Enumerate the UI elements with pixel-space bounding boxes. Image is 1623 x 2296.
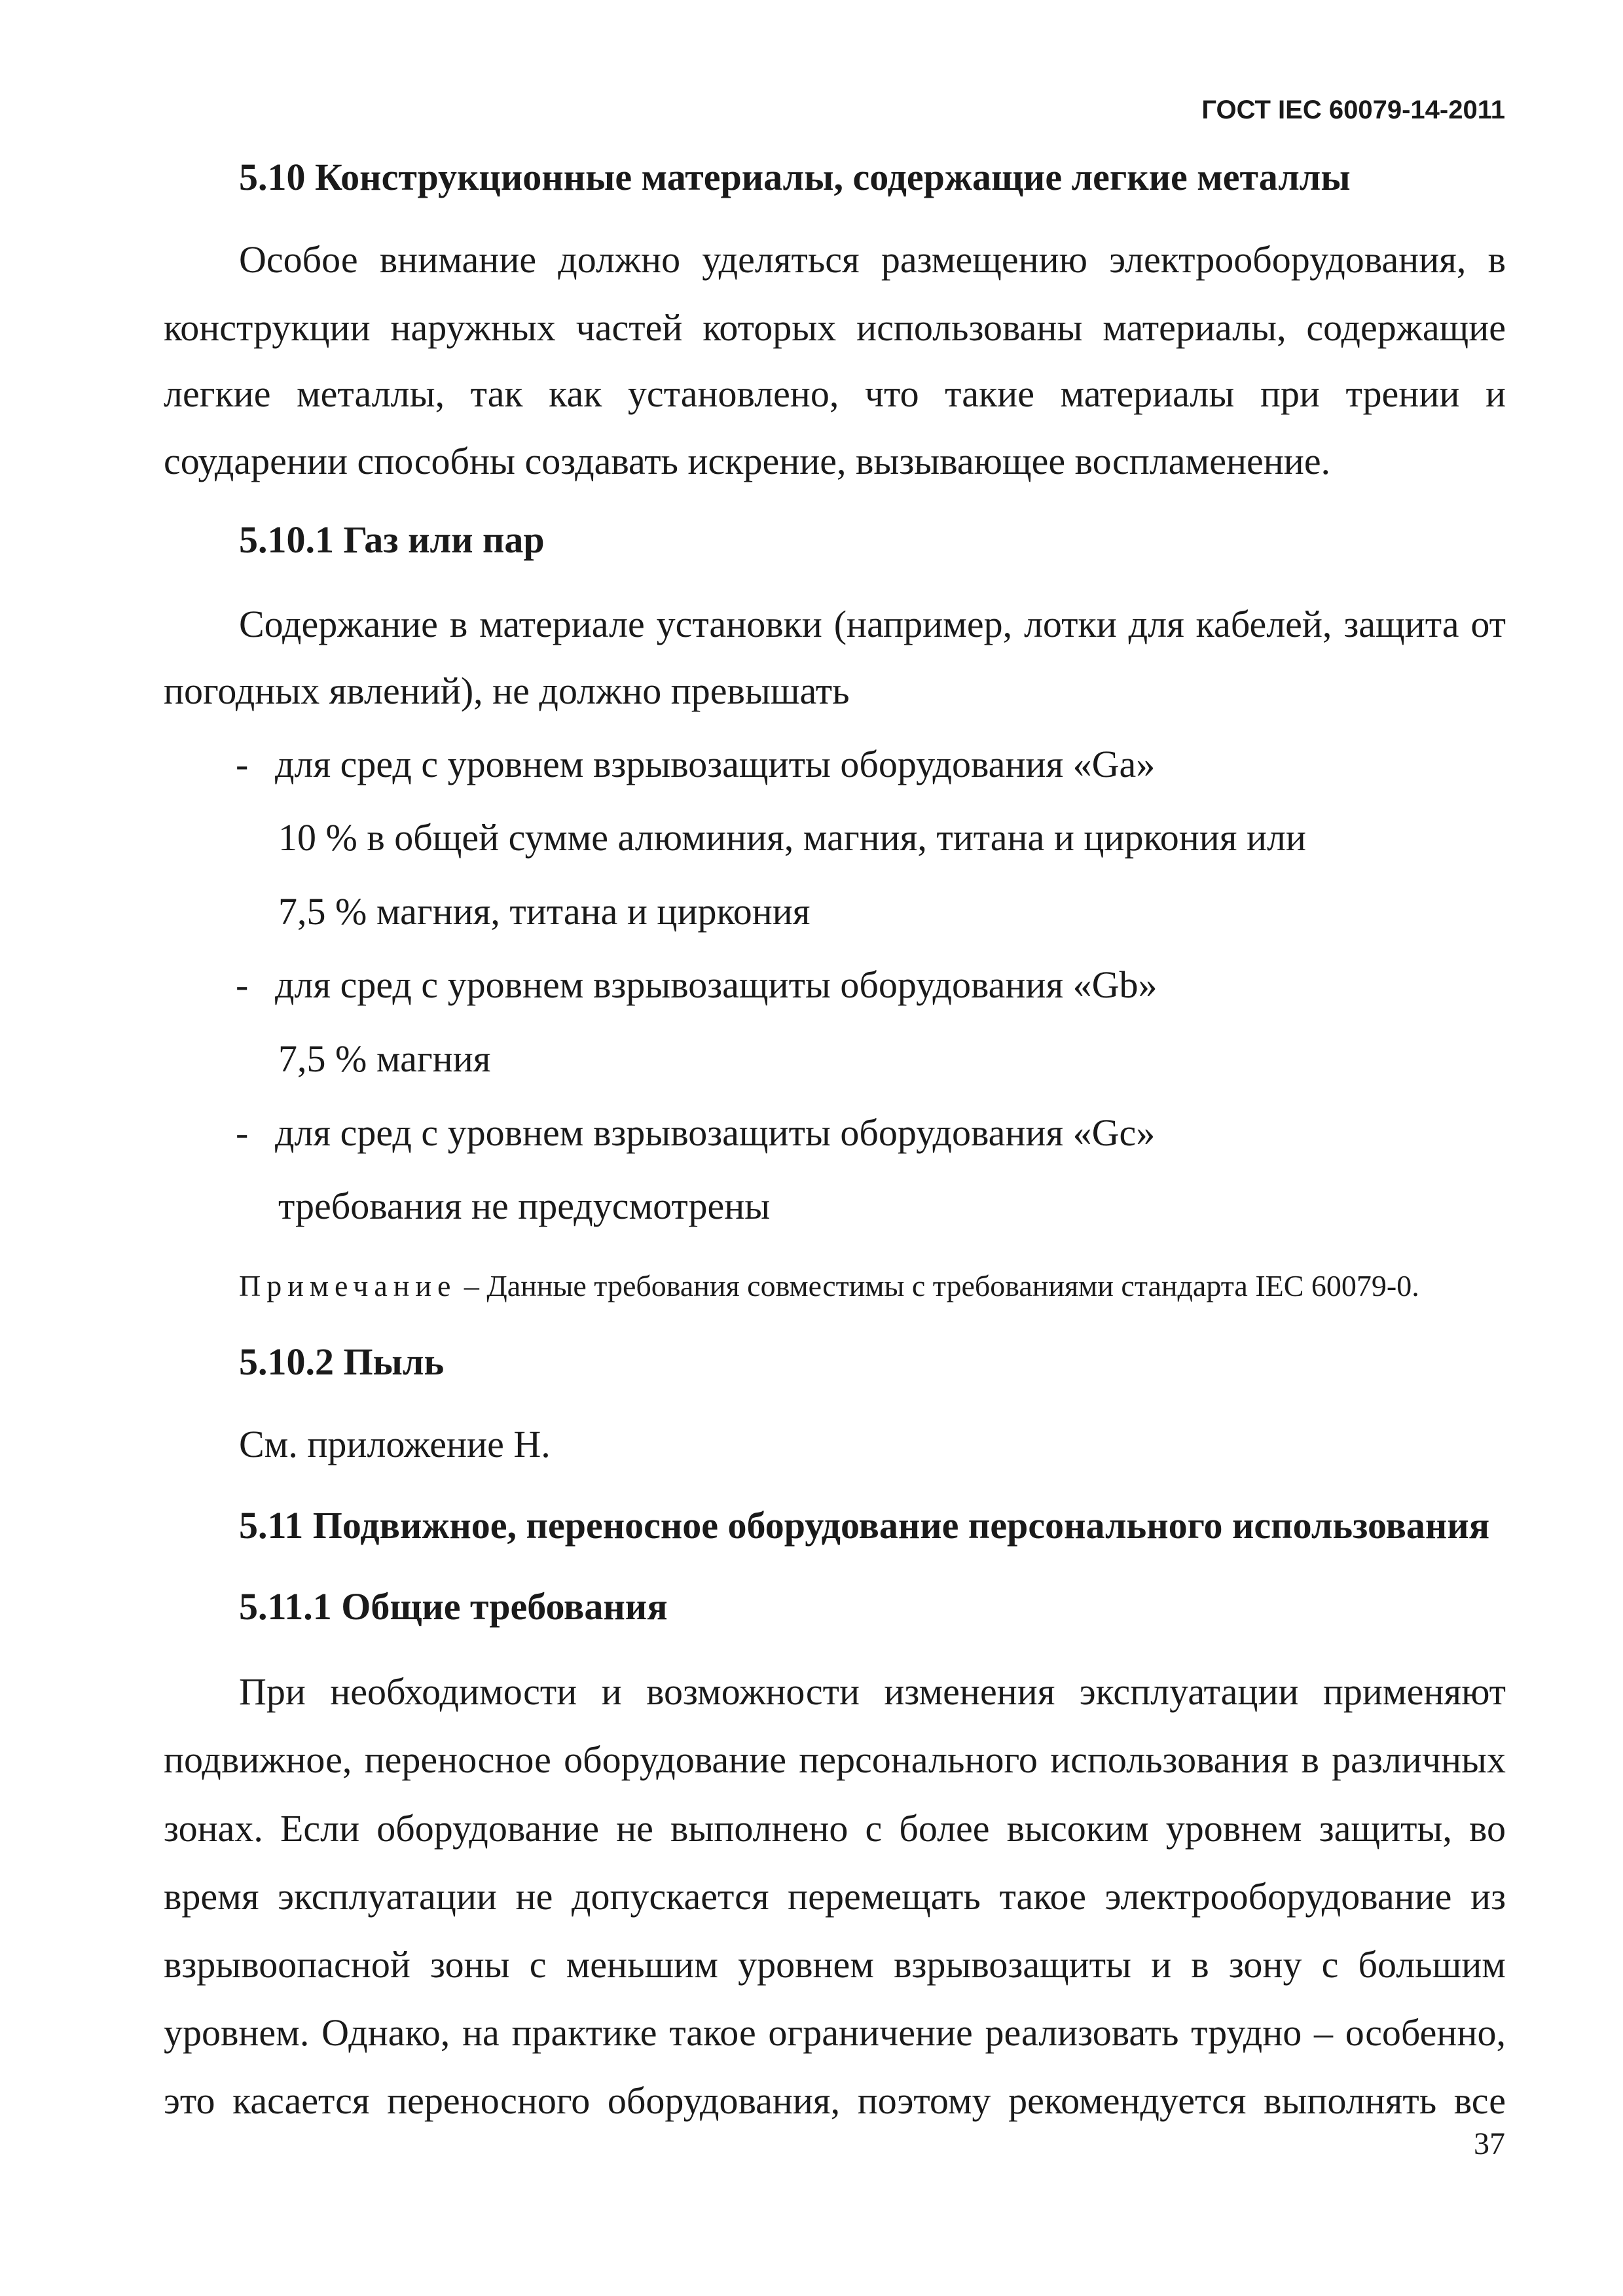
- list-item: [236, 1110, 1506, 1156]
- paragraph-line: См. приложение Н.: [239, 1423, 551, 1465]
- paragraph-line: При необходимости и возможности изменения эксплуатации применяют: [239, 1670, 1506, 1713]
- paragraph-line: это касается переносного оборудования, поэтому рекомендуется выполнять все: [164, 2079, 1506, 2122]
- paragraph-line: подвижное, переносное оборудование персонального использования в различных: [164, 1738, 1506, 1781]
- list-item-text: для сред с уровнем взрывозащиты оборудования «Ga»: [275, 743, 1156, 785]
- paragraph-line: зонах. Если оборудование не выполнено с более высоким уровнем защиты, во: [164, 1807, 1506, 1850]
- paragraph-line: погодных явлений), не должно превышать: [164, 670, 850, 712]
- list-item: [236, 962, 1506, 1008]
- page-number: 37: [1474, 2126, 1505, 2161]
- paragraph-line: Содержание в материале установки (например, лотки для кабелей, защита от: [239, 603, 1506, 645]
- section-5-10-heading: 5.10 Конструкционные материалы, содержащие легкие металлы: [239, 156, 1351, 198]
- section-5-10-2-heading: 5.10.2 Пыль: [239, 1340, 445, 1383]
- paragraph-line: соударении способны создавать искрение, вызывающее воспламенение.: [164, 440, 1331, 482]
- list-dash: -: [236, 963, 249, 1006]
- document-code-header: ГОСТ IEC 60079-14-2011: [1201, 96, 1505, 124]
- list-dash: -: [236, 1111, 249, 1154]
- note-text: – Данные требования совместимы с требованиями стандарта IEC 60079-0.: [456, 1269, 1419, 1302]
- note-label: Примечание: [239, 1269, 457, 1302]
- paragraph-line: Особое внимание должно уделяться размещению электрооборудования, в: [239, 238, 1506, 281]
- list-item-text: для сред с уровнем взрывозащиты оборудования «Gb»: [275, 963, 1158, 1006]
- list-subitem: 7,5 % магния: [278, 1037, 491, 1080]
- list-dash: -: [236, 743, 249, 785]
- paragraph-line: взрывоопасной зоны с меньшим уровнем взрывозащиты и в зону с большим: [164, 1943, 1506, 1986]
- list-item: [236, 742, 1506, 787]
- note: [239, 1263, 1516, 1309]
- list-subitem: 7,5 % магния, титана и циркония: [278, 890, 811, 933]
- paragraph-line: уровнем. Однако, на практике такое ограничение реализовать трудно – особенно,: [164, 2011, 1506, 2054]
- paragraph-line: легкие металлы, так как установлено, что такие материалы при трении и: [164, 372, 1506, 415]
- list-subitem: 10 % в общей сумме алюминия, магния, титана и циркония или: [278, 816, 1306, 859]
- section-5-11-heading: 5.11 Подвижное, переносное оборудование персонального использования: [239, 1504, 1490, 1547]
- section-5-11-1-heading: 5.11.1 Общие требования: [239, 1585, 668, 1628]
- section-5-10-1-heading: 5.10.1 Газ или пар: [239, 518, 545, 561]
- list-item-text: для сред с уровнем взрывозащиты оборудования «Gc»: [275, 1111, 1156, 1154]
- paragraph-line: конструкции наружных частей которых использованы материалы, содержащие: [164, 306, 1506, 349]
- list-subitem: требования не предусмотрены: [278, 1185, 771, 1227]
- paragraph-line: время эксплуатации не допускается перемещать такое электрооборудование из: [164, 1875, 1506, 1918]
